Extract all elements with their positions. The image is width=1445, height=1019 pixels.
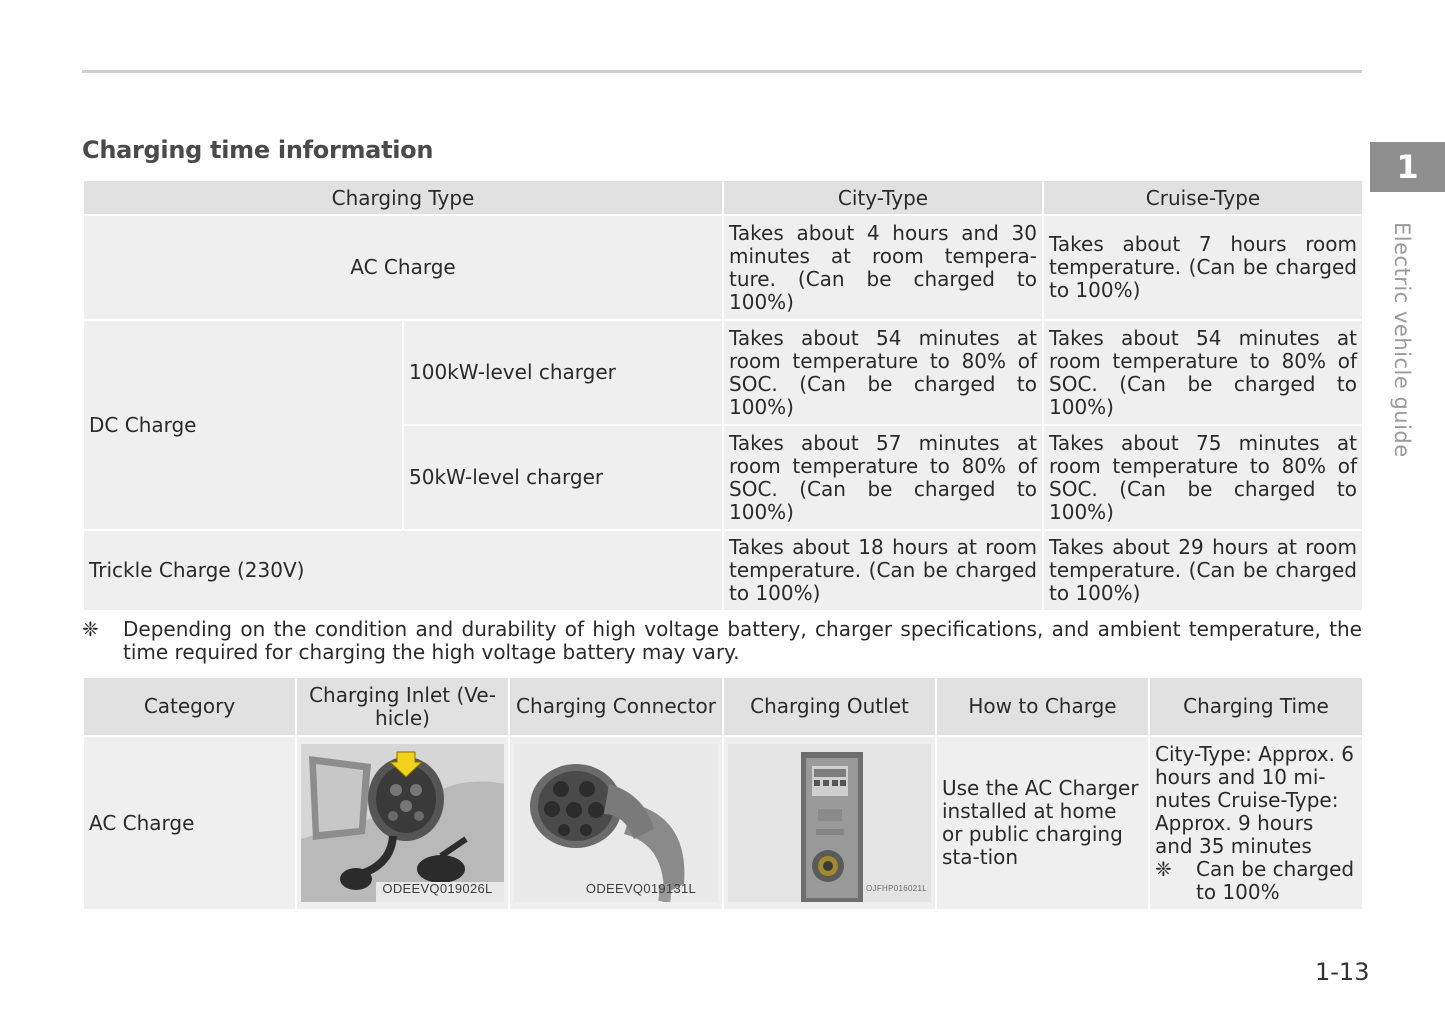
header-charging-type: Charging Type: [83, 180, 723, 215]
table-row: [83, 736, 1363, 910]
charging-inlet-cell: [296, 736, 509, 910]
table-header-row: [83, 677, 1363, 736]
outlet-image-code: OJFHP016021L: [866, 884, 927, 893]
dc-50kw-cruise-cell: Takes about 75 minutes at room temperature to 80% of SOC. (Can be charged to 100%): [1043, 425, 1363, 530]
dc-100kw-city-cell: Takes about 54 minutes at room temperature to 80% of SOC. (Can be charged to 100%): [723, 320, 1043, 425]
header-charging-inlet: Charging Inlet (Ve-hicle): [296, 677, 509, 736]
ac-city-cell: Takes about 4 hours and 30 minutes at room tempera-ture. (Can be charged to 100%): [723, 215, 1043, 320]
dc-charger-100kw: 100kW-level charger: [403, 320, 723, 425]
trickle-charge-label: Trickle Charge (230V): [83, 530, 723, 611]
note-mark-icon: ❈: [82, 617, 99, 641]
charging-time-cell: [1149, 736, 1363, 910]
inlet-image-code: ODEEVQ019026L: [382, 881, 493, 896]
page-number: 1-13: [1315, 958, 1370, 986]
ac-cruise-cell: Takes about 7 hours room temperature. (Can be charged to 100%): [1043, 215, 1363, 320]
charging-time-note-text: Can be charged to 100%: [1196, 856, 1355, 904]
trickle-cruise-cell: Takes about 29 hours at room temperature. (Can be charged to 100%): [1043, 530, 1363, 611]
table-row: [83, 530, 1363, 611]
dc-charger-50kw: 50kW-level charger: [403, 425, 723, 530]
table-row: [83, 320, 1363, 425]
header-city-type: City-Type: [723, 180, 1043, 215]
table-row: [83, 215, 1363, 320]
charging-time-text: City-Type: Approx. 6 hours and 10 mi-nutes Cruise-Type: Approx. 9 hours and 35 minutes: [1155, 741, 1355, 858]
header-how-to-charge: How to Charge: [936, 677, 1149, 736]
how-to-charge-cell: Use the AC Charger installed at home or public charging sta-tion: [936, 736, 1149, 910]
charging-inlet-image: [301, 744, 504, 902]
top-rule: [82, 70, 1362, 73]
charging-outlet-cell: [723, 736, 936, 910]
charging-time-table: [82, 179, 1364, 612]
header-category: Category: [83, 677, 296, 736]
section-title: Charging time information: [82, 136, 434, 164]
connector-image-code: ODEEVQ019131L: [585, 881, 697, 896]
charging-outlet-image: [728, 744, 931, 902]
table-header-row: [83, 180, 1363, 215]
header-cruise-type: Cruise-Type: [1043, 180, 1363, 215]
note-mark-icon: ❈: [1155, 856, 1172, 881]
category-cell: AC Charge: [83, 736, 296, 910]
dc-100kw-cruise-cell: Takes about 54 minutes at room temperature to 80% of SOC. (Can be charged to 100%): [1043, 320, 1363, 425]
footnote: [82, 618, 1362, 664]
chapter-tab: 1: [1370, 142, 1445, 192]
charging-connector-cell: [509, 736, 723, 910]
charging-time-note: [1155, 858, 1357, 904]
dc-charge-label: DC Charge: [83, 320, 403, 530]
dc-50kw-city-cell: Takes about 57 minutes at room temperature to 80% of SOC. (Can be charged to 100%): [723, 425, 1043, 530]
trickle-city-cell: Takes about 18 hours at room temperature. (Can be charged to 100%): [723, 530, 1043, 611]
charging-method-table: [82, 676, 1364, 911]
chapter-label: Electric vehicle guide: [1390, 222, 1414, 458]
ac-charge-label: AC Charge: [83, 215, 723, 320]
header-charging-outlet: Charging Outlet: [723, 677, 936, 736]
footnote-text: Depending on the condition and durability of high voltage battery, charger specifications, and ambient temperature, the time required for charging the high voltage battery may vary.: [123, 617, 1362, 664]
header-charging-time: Charging Time: [1149, 677, 1363, 736]
header-charging-connector: Charging Connector: [509, 677, 723, 736]
charging-connector-image: [514, 744, 718, 902]
